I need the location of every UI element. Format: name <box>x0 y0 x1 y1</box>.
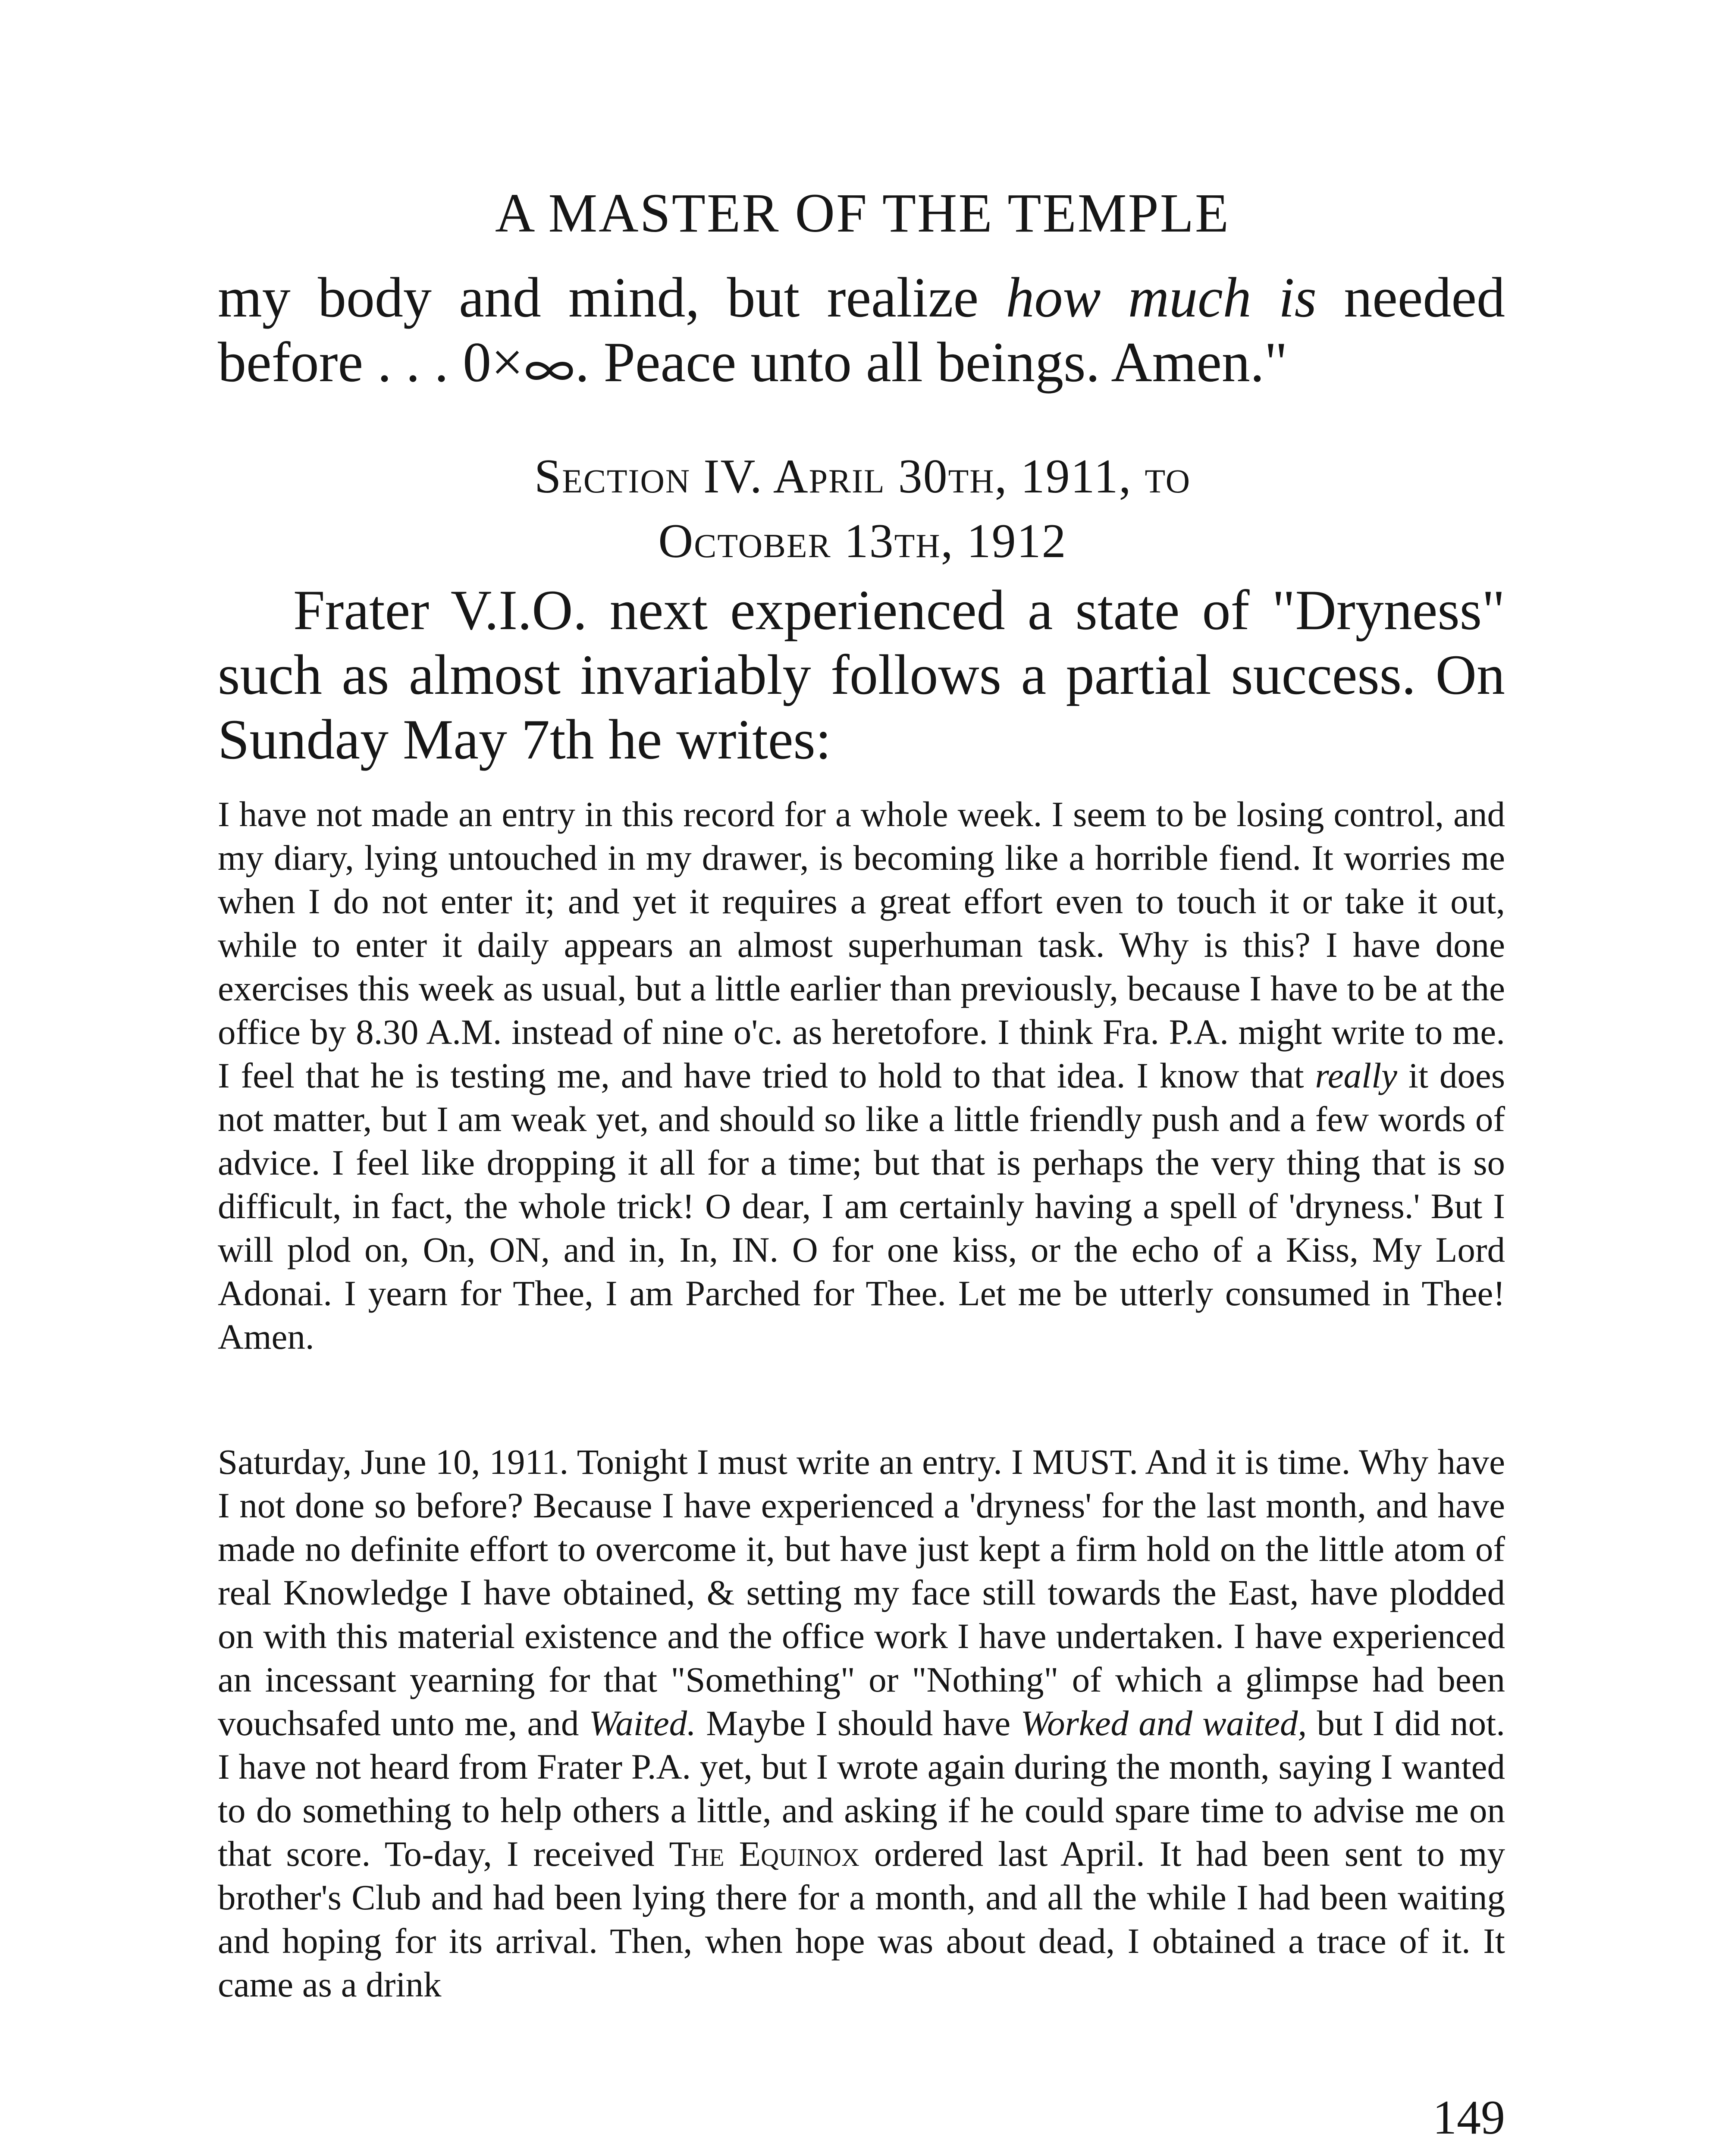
section-heading <box>0 444 1725 573</box>
intro-text: Frater V.I.O. next experienced a state of "Dryness" such as almost invariably follows a partial success. On Sunday May 7th he writes: <box>218 578 1505 771</box>
continuation-paragraph <box>218 265 1505 395</box>
diary-entry-may-text-2: it does not matter, but I am weak yet, and should so like a little friendly push and a few words of advice. I feel like dropping it all for a time; but that is perhaps the very thing that is so difficult, in fact, the whole trick! O dear, I am certainly having a spell of 'dryness.' But I will plod on, On, ON, and in, In, IN. O for one kiss, or the echo of a Kiss, My Lord Adonai. I yearn for Thee, I am Parched for Thee. Let me be utterly consumed in Thee! Amen. <box>218 1056 1505 1357</box>
diary-entry-june-text-1: Saturday, June 10, 1911. Tonight I must write an entry. I MUST. And it is time. Why have I not done so before? Because I have experienced a 'dryness' for the last month, and have made no definite effort to overcome it, but have just kept a firm hold on the little atom of real Knowledge I have obtained, & setting my face still towards the East, have plodded on with this material existence and the office work I have undertaken. I have experienced an incessant yearning for that "Something" or "Nothing" of which a glimpse had been vouchsafed unto me, and <box>218 1442 1505 1743</box>
infinity-icon <box>524 358 575 384</box>
diary-entry-june-text-4: ordered last April. It had been sent to my brother's Club and had been lying there for a month, and all the while I had been waiting and hoping for its arrival. Then, when hope was about dead, I obtained a trace of it. It came as a drink <box>218 1834 1505 2004</box>
page-number: 149 <box>1433 2091 1505 2144</box>
running-head: A MASTER OF THE TEMPLE <box>495 182 1230 244</box>
diary-entry-may <box>218 793 1505 1359</box>
continuation-text-2: needed before . . . 0× <box>218 266 1505 394</box>
diary-entry-june-text-2: Maybe I should have <box>696 1703 1021 1743</box>
diary-entry-june <box>218 1440 1505 2006</box>
continuation-text-1: my body and mind, but realize <box>218 266 1006 329</box>
continuation-text-3: . Peace unto all beings. Amen." <box>575 330 1288 394</box>
equinox-title: The Equinox <box>669 1834 859 1874</box>
intro-paragraph <box>218 578 1505 772</box>
diary-entry-june-waited: Waited. <box>589 1703 696 1743</box>
diary-entry-june-worked: Worked and waited, <box>1020 1703 1307 1743</box>
diary-entry-may-text-1: I have not made an entry in this record for a whole week. I seem to be losing control, and my diary, lying untouched in my drawer, is becoming like a horrible fiend. It worries me when I do not enter it; and yet it requires a great effort even to touch it or take it out, while to enter it daily appears an almost superhuman task. Why is this? I have done exercises this week as usual, but a little earlier than previously, because I have to be at the office by 8.30 A.M. instead of nine o'c. as heretofore. I think Fra. P.A. might write to me. I feel that he is testing me, and have tried to hold to that idea. I know that <box>218 794 1505 1095</box>
section-heading-line-2: October 13th, 1912 <box>658 514 1067 568</box>
continuation-emphasis: how much is <box>1006 266 1317 329</box>
section-heading-line-1: Section IV. April 30th, 1911, to <box>534 450 1191 503</box>
diary-entry-may-emphasis: really <box>1315 1056 1398 1095</box>
diary-entry-june-text-3: but I did not. I have not heard from Frater P.A. yet, but I wrote again during the month, saying I wanted to do something to help others a little, and asking if he could spare time to advise me on that score. To-day, I received <box>218 1703 1505 1874</box>
